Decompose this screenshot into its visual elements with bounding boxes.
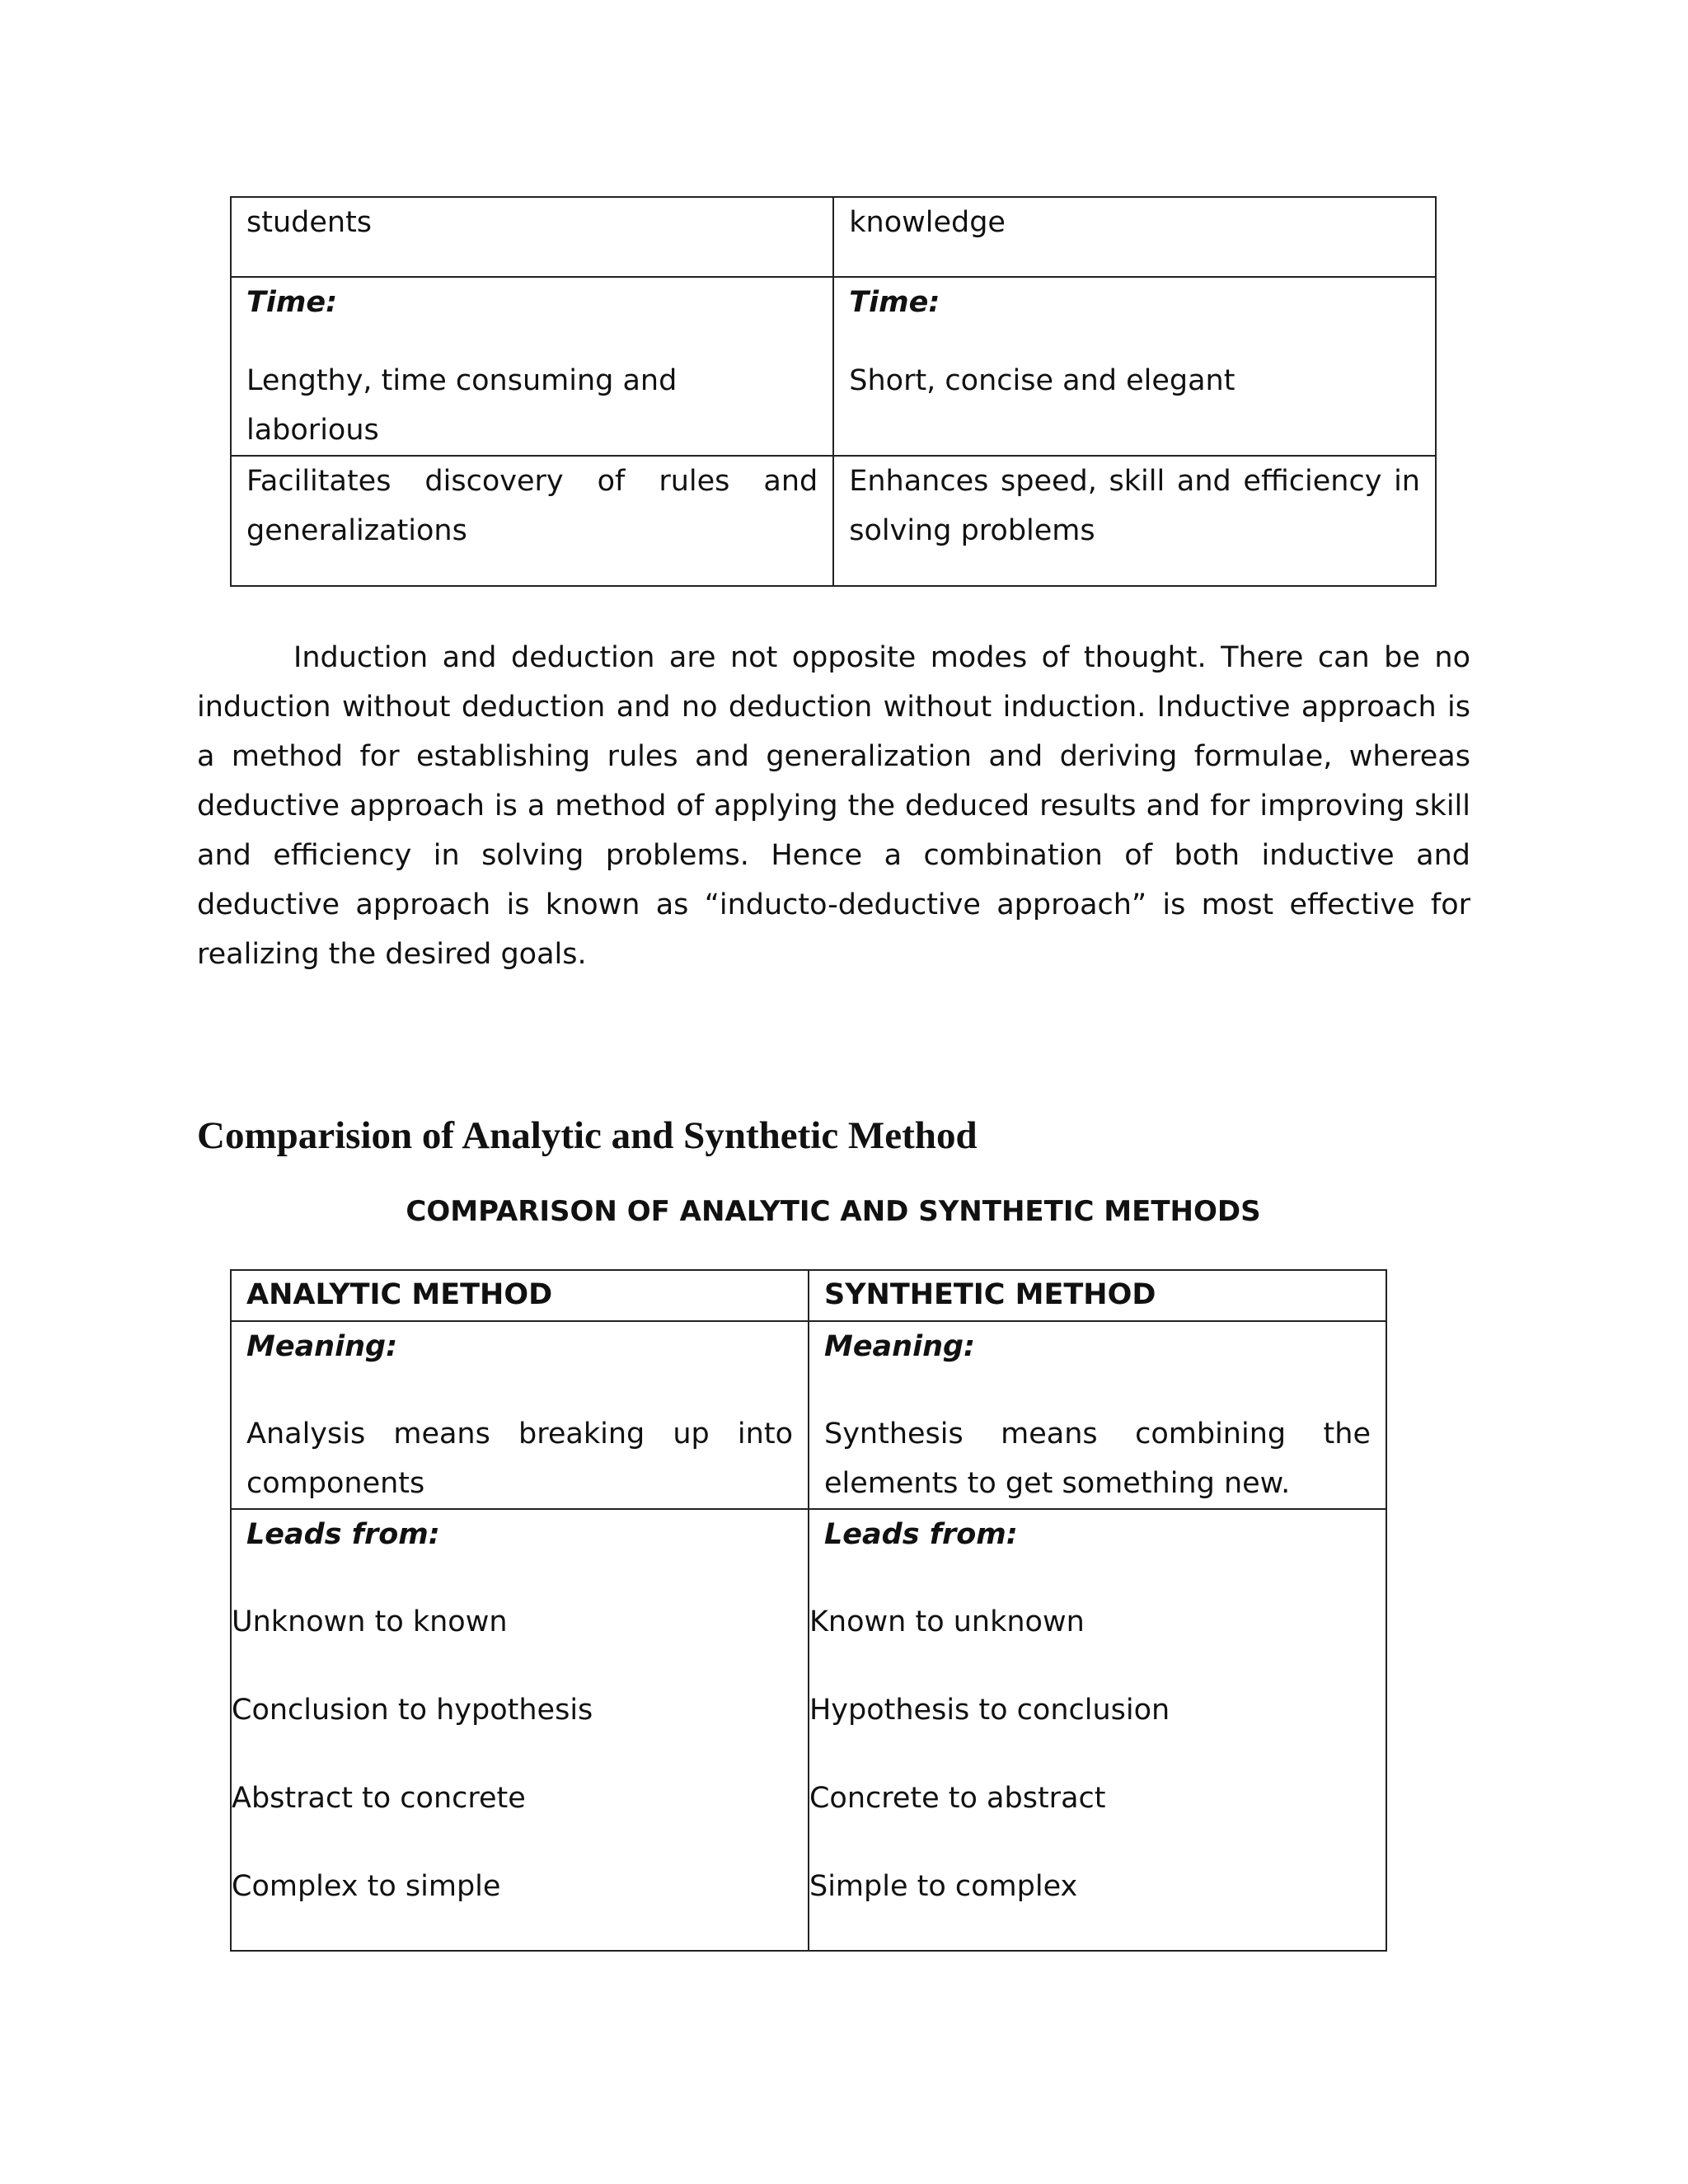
meaning-text: Analysis means breaking up into components	[246, 1418, 793, 1500]
leads-label: Leads from:	[246, 1518, 440, 1551]
table-cell	[231, 1321, 809, 1509]
table-cell	[809, 1321, 1386, 1509]
time-label: Time:	[246, 286, 338, 319]
list-item: Simple to complex	[809, 1870, 1078, 1903]
column-header: ANALYTIC METHOD	[231, 1270, 809, 1321]
table-row	[231, 197, 1436, 277]
table-cell	[231, 277, 833, 456]
list-item: Unknown to known	[232, 1605, 508, 1638]
table-header-row	[231, 1270, 1386, 1321]
list-item: Known to unknown	[809, 1605, 1085, 1638]
leads-label: Leads from:	[823, 1518, 1018, 1551]
table-cell: Enhances speed, skill and efficiency in solving problems	[833, 456, 1436, 586]
table-cell: knowledge	[833, 197, 1436, 277]
meaning-label: Meaning:	[823, 1330, 976, 1363]
synthetic-leads-list	[809, 1597, 1371, 1950]
table-cell: Facilitates discovery of rules and generalizations	[231, 456, 833, 586]
table-cell: students	[231, 197, 833, 277]
table-row	[231, 277, 1436, 456]
time-value: Lengthy, time consuming and laborious	[246, 364, 678, 447]
list-item: Concrete to abstract	[809, 1782, 1106, 1815]
table-row	[231, 1509, 1386, 1951]
analytic-leads-list	[232, 1597, 793, 1950]
time-label: Time:	[849, 286, 940, 319]
meaning-label: Meaning:	[246, 1330, 398, 1363]
body-paragraph: Induction and deduction are not opposite modes of thought. There can be no induction without deduction and no deduction without induction. Inductive approach is a method for establishing rules and generalization and deriving formulae, whereas deductive approach is a method of applying the deduced results and for improving skill and efficiency in solving problems. Hence a combination of both inductive and deductive approach is known as “inducto-deductive approach” is most effective for realizing the desired goals.	[197, 641, 1470, 971]
table-row	[231, 1321, 1386, 1509]
column-header: SYNTHETIC METHOD	[809, 1270, 1386, 1321]
table-cell	[833, 277, 1436, 456]
section-heading: Comparision of Analytic and Synthetic Method	[197, 1114, 978, 1157]
inductive-deductive-comparison-table	[230, 196, 1437, 587]
time-value: Short, concise and elegant	[849, 364, 1236, 397]
table-cell	[809, 1509, 1386, 1951]
list-item: Abstract to concrete	[232, 1782, 526, 1815]
meaning-text: Synthesis means combining the elements to get something new.	[823, 1418, 1371, 1500]
table-row	[231, 456, 1436, 586]
list-item: Complex to simple	[232, 1870, 501, 1903]
table-cell	[231, 1509, 809, 1951]
analytic-synthetic-comparison-table	[230, 1269, 1387, 1952]
list-item: Hypothesis to conclusion	[809, 1694, 1170, 1727]
table-title: COMPARISON OF ANALYTIC AND SYNTHETIC METHODS	[406, 1195, 1261, 1228]
list-item: Conclusion to hypothesis	[232, 1694, 593, 1727]
